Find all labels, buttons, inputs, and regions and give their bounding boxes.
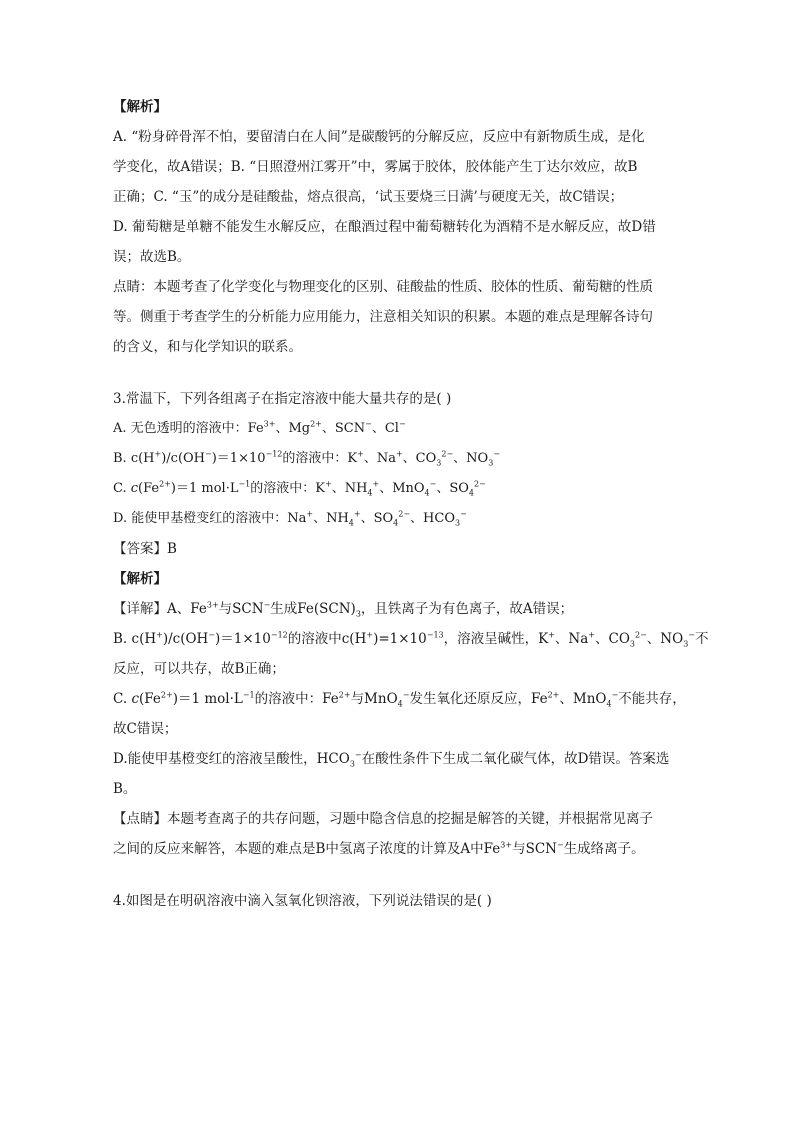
text: )＝1 mol·L: [170, 481, 239, 496]
subscript: 4: [393, 518, 399, 528]
text: 与SCN: [512, 841, 557, 857]
option-c: [113, 474, 683, 504]
text: 的溶液中：Fe: [254, 691, 339, 707]
text: 、Na: [554, 631, 589, 647]
analysis-line: 学变化，故A错误；B. “日照澄州江雾开”中，雾属于胶体，胶体能产生丁达尔效应，故B: [113, 159, 638, 175]
subscript: 4: [468, 488, 475, 498]
superscript: 2−: [474, 479, 486, 489]
tip-line: [113, 834, 683, 864]
tip-line: 【点睛】本题考查离子的共存问题，习题中隐含信息的挖掘是解答的关键，并根据常见离子: [113, 811, 653, 827]
superscript: 2+: [310, 419, 322, 429]
subscript: 3: [355, 609, 361, 619]
superscript: +: [588, 630, 595, 640]
text: 、MnO: [379, 481, 425, 496]
detail-line-4: [113, 684, 686, 714]
subscript: 4: [424, 488, 430, 498]
superscript: −: [688, 630, 695, 640]
superscript: −: [402, 690, 410, 700]
superscript: −: [365, 419, 372, 429]
document-page: [113, 92, 709, 916]
text: 与MnO: [350, 691, 398, 707]
analysis-line: A. “粉身碎骨浑不怕，要留清白在人间”是碳酸钙的分解反应，反应中有新物质生成，是化: [113, 129, 645, 145]
text: (Fe: [138, 481, 160, 496]
detail-line-6: [113, 744, 683, 774]
text: D.能使甲基橙变红的溶液呈酸性，HCO: [113, 751, 350, 767]
tip-line: 的含义，和与化学知识的联系。: [113, 339, 302, 355]
text: B. c(H: [113, 451, 155, 466]
text: C.: [113, 691, 132, 707]
text: 在酸性条件下生成二氧化碳气体，故D错误。答案选: [361, 751, 670, 767]
superscript: 3+: [206, 600, 219, 610]
detail-line-7: B。: [113, 781, 137, 797]
analysis-heading: 【解析】: [113, 99, 167, 115]
superscript: +: [353, 509, 361, 519]
text: C.: [113, 481, 131, 496]
superscript: −: [263, 600, 271, 610]
text: 不: [694, 631, 709, 647]
text: (Fe: [139, 691, 161, 707]
subscript: 4: [367, 488, 373, 498]
superscript: −: [398, 419, 406, 429]
text: B. c(H: [113, 631, 157, 647]
analysis-line: D. 葡萄糖是单糖不能发生水解反应，在酿酒过程中葡萄糖转化为酒精不是水解反应，故D错: [113, 219, 656, 235]
text: 生成络离子。: [563, 841, 645, 857]
superscript: 2+: [159, 479, 171, 489]
text: 、SO: [360, 511, 394, 526]
superscript: 2−: [635, 630, 647, 640]
superscript: +: [366, 630, 374, 640]
text: 与SCN: [218, 601, 264, 617]
text: )＝1 mol·L: [172, 691, 243, 707]
superscript: 2+: [160, 690, 173, 700]
superscript: +: [357, 449, 364, 459]
subscript: 3: [629, 639, 635, 649]
option-d: [113, 504, 683, 534]
text: D. 能使甲基橙变红的溶液中：Na: [113, 511, 307, 526]
superscript: −: [556, 840, 564, 850]
superscript: +: [154, 449, 162, 459]
superscript: +: [372, 479, 380, 489]
subscript: 3: [436, 458, 442, 468]
text: )/c(OH: [161, 451, 206, 466]
text: 、NO: [646, 631, 684, 647]
text: 、Mg: [275, 421, 311, 436]
superscript: −12: [270, 630, 288, 640]
superscript: +: [548, 630, 555, 640]
text: 、Na: [363, 451, 396, 466]
subscript: 4: [397, 699, 403, 709]
tip-line: 等。侧重于考查学生的分析能力应用能力，注意相关知识的积累。本题的难点是理解各诗句: [113, 309, 653, 325]
text: 不能共存，: [618, 691, 686, 707]
analysis-line: 正确；C. “玉”的成分是硅酸盐，熔点很高，‘试玉要烧三日满’与硬度无关，故C错误；: [113, 189, 624, 205]
text: )=1×10: [373, 631, 427, 647]
italic-text: c: [131, 691, 139, 707]
text: )＝1×10: [215, 631, 271, 647]
answer: 【答案】B: [113, 541, 177, 557]
superscript: +: [156, 630, 163, 640]
detail-line-2: [113, 624, 709, 654]
text: 、SO: [436, 481, 469, 496]
superscript: −: [354, 750, 362, 760]
text: 的溶液中：K: [250, 481, 325, 496]
text: )/c(OH: [162, 631, 209, 647]
subscript: 3: [349, 759, 355, 769]
text: 发生氧化还原反应，Fe: [409, 691, 548, 707]
text: 、MnO: [559, 691, 607, 707]
italic-text: c: [130, 481, 139, 496]
subscript: 3: [683, 639, 689, 649]
superscript: −1: [238, 479, 251, 489]
detail-line-1: [113, 594, 683, 624]
text: 生成Fe(SCN): [270, 601, 356, 617]
analysis-line: 误；故选B。: [113, 249, 191, 265]
question-4-stem: 4.如图是在明矾溶液中滴入氢氧化钡溶液，下列说法错误的是( ): [113, 893, 492, 909]
superscript: 2+: [338, 690, 351, 700]
superscript: +: [395, 449, 403, 459]
superscript: −: [611, 690, 619, 700]
spacer: [113, 864, 683, 886]
text: 的溶液中c(H: [287, 631, 367, 647]
superscript: −13: [426, 630, 444, 640]
subscript: 3: [455, 518, 461, 528]
superscript: −12: [265, 449, 283, 459]
superscript: −1: [242, 690, 255, 700]
subscript: 3: [488, 458, 494, 468]
detail-line-3: 反应，可以共存，故B正确；: [113, 661, 285, 677]
detail-line-5: 故C错误；: [113, 721, 178, 737]
superscript: 3+: [500, 840, 513, 850]
text: 【详解】A、Fe: [113, 601, 207, 617]
text: 的溶液中：K: [282, 451, 358, 466]
superscript: −: [493, 449, 501, 459]
text: A. 无色透明的溶液中：Fe: [113, 421, 264, 436]
superscript: 2−: [441, 449, 454, 459]
spacer: [113, 362, 683, 384]
superscript: 3+: [263, 419, 276, 429]
superscript: 2+: [547, 690, 560, 700]
superscript: −: [208, 630, 215, 640]
superscript: −: [460, 509, 467, 519]
text: 、NO: [453, 451, 489, 466]
text: )＝1×10: [211, 451, 266, 466]
text: 、CO: [402, 451, 437, 466]
text: ，溶液呈碱性，K: [443, 631, 549, 647]
analysis-heading: 【解析】: [113, 571, 167, 587]
text: ，且铁离子为有色离子，故A错误；: [360, 601, 574, 617]
text: 、SCN: [321, 421, 366, 436]
text: 、NH: [313, 511, 349, 526]
subscript: 4: [606, 699, 612, 709]
text: 、CO: [595, 631, 630, 647]
option-b: [113, 444, 683, 474]
text: 、NH: [331, 481, 368, 496]
superscript: −: [205, 449, 212, 459]
superscript: +: [324, 479, 332, 489]
superscript: +: [306, 509, 314, 519]
superscript: −: [429, 479, 437, 489]
superscript: 2−: [398, 509, 411, 519]
subscript: 4: [348, 518, 354, 528]
tip-line: 点睛：本题考查了化学变化与物理变化的区别、硅酸盐的性质、胶体的性质、葡萄糖的性质: [113, 279, 653, 295]
text: 、HCO: [410, 511, 455, 526]
text: 之间的反应来解答，本题的难点是B中氢离子浓度的计算及A中Fe: [113, 841, 501, 857]
text: 、Cl: [371, 421, 399, 436]
option-a: [113, 414, 683, 444]
question-3-stem: 3.常温下，下列各组离子在指定溶液中能大量共存的是( ): [113, 391, 452, 407]
